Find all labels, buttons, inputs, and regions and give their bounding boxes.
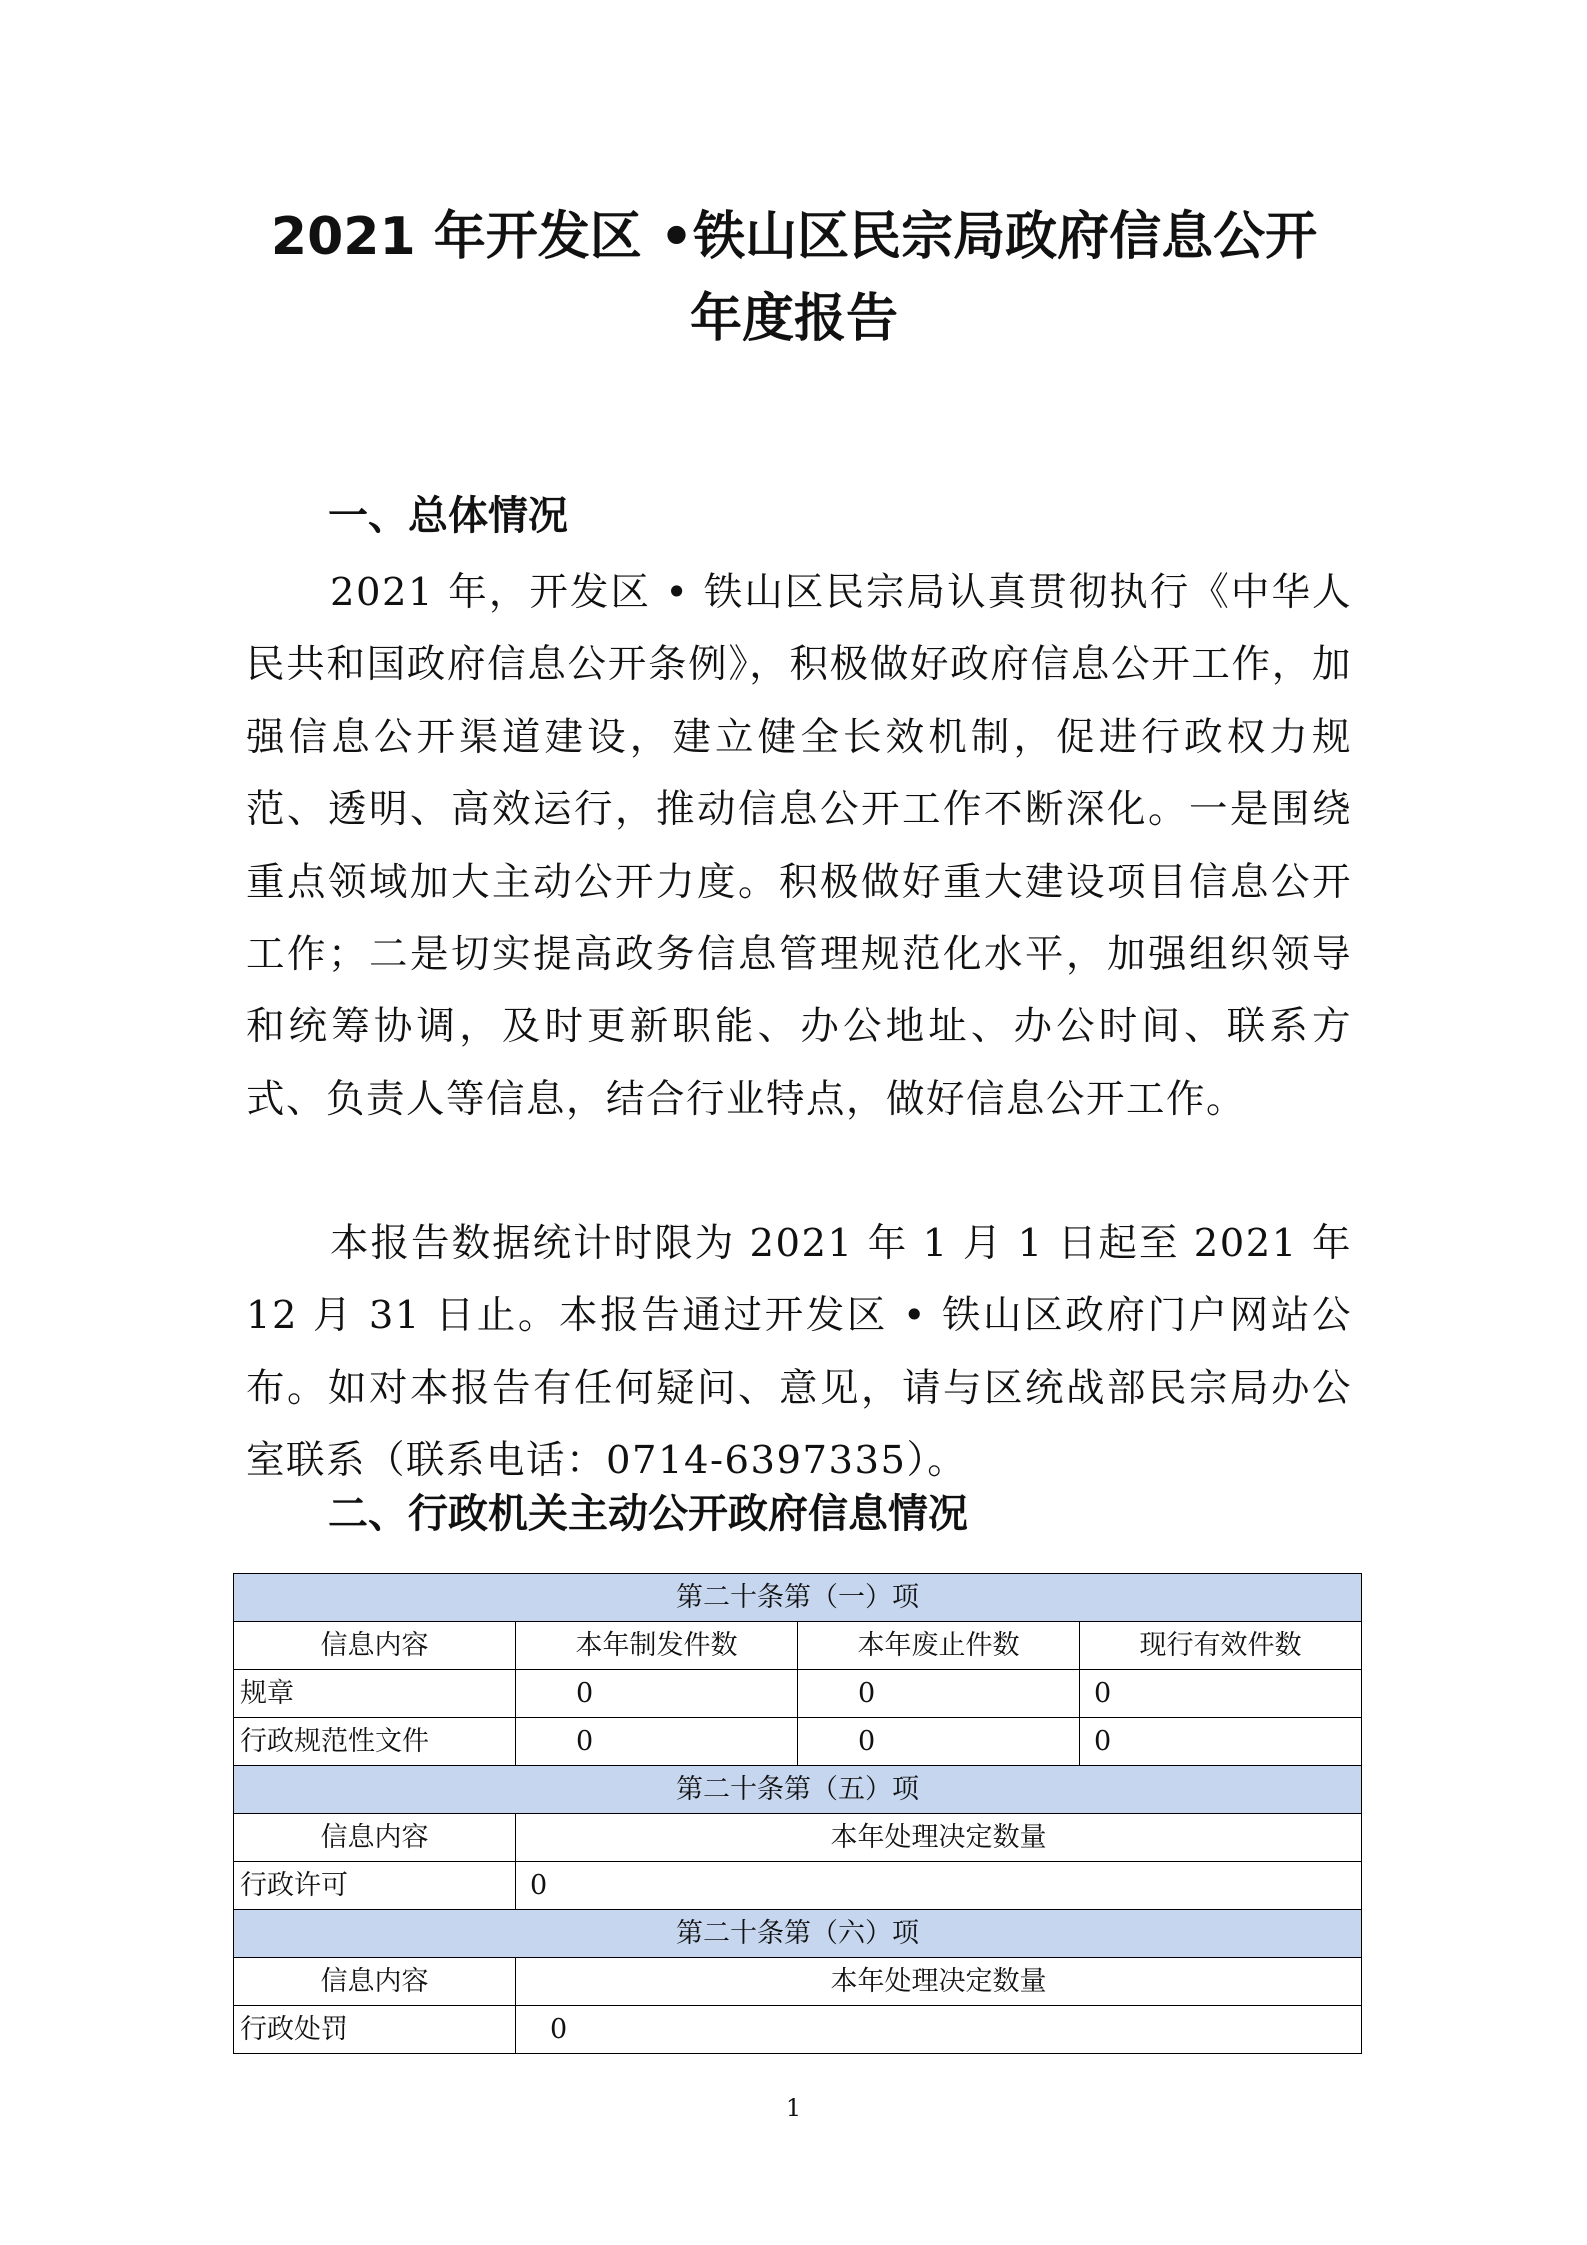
table-cell: 0 (516, 1718, 798, 1766)
section2-heading: 二、行政机关主动公开政府信息情况 (328, 1491, 968, 1537)
document-title-line2: 年度报告 (689, 289, 898, 349)
row-label: 行政许可 (234, 1862, 516, 1910)
table-row (234, 2006, 1362, 2054)
column-header: 本年制发件数 (516, 1622, 798, 1670)
column-header: 信息内容 (234, 1958, 516, 2006)
document-title (232, 196, 1356, 360)
section-title-article20-1: 第二十条第（一）项 (234, 1574, 1362, 1622)
info-disclosure-table (233, 1573, 1362, 2054)
table-section-header (234, 1766, 1362, 1814)
column-header: 本年处理决定数量 (516, 1958, 1362, 2006)
table-cell: 0 (516, 1862, 1362, 1910)
section1-paragraph2: 本报告数据统计时限为 2021 年 1 月 1 日起至 2021 年 12 月 31 日止。本报告通过开发区 • 铁山区政府门户网站公布。如对本报告有任何疑问、意见，请与区统战部民宗局办公室联系（联系电话：0714-6397335）。 (246, 1221, 1352, 1484)
table-row (234, 1718, 1362, 1766)
table-cell: 0 (798, 1718, 1080, 1766)
document-title-line1: 2021 年开发区 •铁山区民宗局政府信息公开 (270, 207, 1318, 267)
table-header-row (234, 1622, 1362, 1670)
table-row (234, 1862, 1362, 1910)
table-cell: 0 (798, 1670, 1080, 1718)
row-label: 行政规范性文件 (234, 1718, 516, 1766)
table-section-header (234, 1574, 1362, 1622)
table-row (234, 1670, 1362, 1718)
table-header-row (234, 1958, 1362, 2006)
section-title-article20-5: 第二十条第（五）项 (234, 1766, 1362, 1814)
table-section-header (234, 1910, 1362, 1958)
section1-paragraph1: 2021 年，开发区 • 铁山区民宗局认真贯彻执行《中华人民共和国政府信息公开条例》，积极做好政府信息公开工作，加强信息公开渠道建设，建立健全长效机制，促进行政权力规范、透明、高效运行，推动信息公开工作不断深化。一是围绕重点领域加大主动公开力度。积极做好重大建设项目信息公开工作；二是切实提高政务信息管理规范化水平，加强组织领导和统筹协调，及时更新职能、办公地址、办公时间、联系方式、负责人等信息，结合行业特点，做好信息公开工作。 (246, 570, 1352, 1122)
section1-heading: 一、总体情况 (328, 493, 568, 539)
column-header: 信息内容 (234, 1814, 516, 1862)
row-label: 行政处罚 (234, 2006, 516, 2054)
column-header: 现行有效件数 (1080, 1622, 1362, 1670)
table-header-row (234, 1814, 1362, 1862)
table-cell: 0 (516, 2006, 1362, 2054)
section-title-article20-6: 第二十条第（六）项 (234, 1910, 1362, 1958)
table-cell: 0 (1080, 1670, 1362, 1718)
page-number: 1 (785, 2094, 802, 2122)
row-label: 规章 (234, 1670, 516, 1718)
column-header: 信息内容 (234, 1622, 516, 1670)
column-header: 本年废止件数 (798, 1622, 1080, 1670)
table-cell: 0 (516, 1670, 798, 1718)
column-header: 本年处理决定数量 (516, 1814, 1362, 1862)
table-cell: 0 (1080, 1718, 1362, 1766)
